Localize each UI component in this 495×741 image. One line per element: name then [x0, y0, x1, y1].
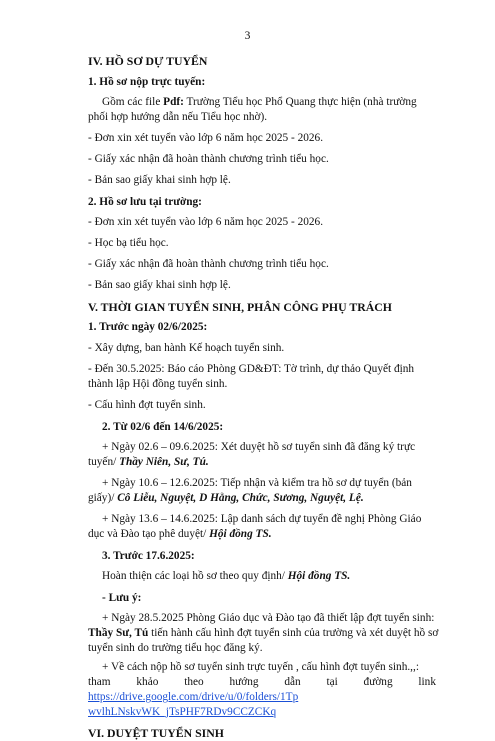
- online-docs-intro-cont: phối hợp hướng dẫn nếu Tiểu học nhờ).: [88, 111, 268, 123]
- note-2-word: tham: [88, 676, 111, 688]
- note-2-word: dẫn: [284, 676, 301, 688]
- range-p2-names: Cô Liễu, Nguyệt, D Hằng, Chức, Sương, Nguyệt, Lệ.: [117, 492, 364, 504]
- note-1-names: Thầy Sư, Tú: [88, 627, 149, 639]
- range-p1-cont: [88, 455, 436, 470]
- note-2-word: hướng: [229, 676, 259, 688]
- drive-link-line: [88, 705, 436, 720]
- section-4-title: IV. HỒ SƠ DỰ TUYỂN: [88, 54, 208, 68]
- online-doc-item: - Bản sao giấy khai sinh hợp lệ.: [88, 174, 231, 186]
- online-docs-intro: [88, 95, 436, 110]
- range-p3-prefix: dục và Đào tạo phê duyệt/: [88, 528, 210, 540]
- range-p2-cont: [88, 491, 436, 506]
- range-p3-cont: [88, 527, 436, 542]
- intro-prefix: Gồm các file: [102, 96, 164, 108]
- note-2-cont: [88, 675, 436, 690]
- note-2-word: khảo: [136, 676, 159, 688]
- before-1706-title: 3. Trước 17.6.2025:: [102, 550, 195, 562]
- online-docs-title: 1. Hồ sơ nộp trực tuyến:: [88, 76, 206, 88]
- range-p1-names: Thầy Niên, Sư, Tú.: [119, 456, 209, 468]
- range-p2: + Ngày 10.6 – 12.6.2025: Tiếp nhận và kiểm tra hồ sơ dự tuyển (bản: [102, 477, 412, 489]
- before-item: - Xây dựng, ban hành Kế hoạch tuyển sinh.: [88, 342, 285, 354]
- school-docs-title: 2. Hồ sơ lưu tại trường:: [88, 196, 202, 208]
- note-2: + Về cách nộp hồ sơ tuyển sinh trực tuyến , cấu hình đợt tuyển sinh.,,:: [102, 661, 419, 673]
- range-p1: + Ngày 02.6 – 09.6.2025: Xét duyệt hồ sơ tuyển sinh đã đăng ký trực: [102, 441, 416, 453]
- note-2-word: link: [418, 676, 436, 688]
- school-doc-item: - Học bạ tiểu học.: [88, 237, 169, 249]
- drive-link-line: [88, 690, 436, 705]
- intro-rest: Trường Tiểu học Phổ Quang thực hiện (nhà trường: [183, 96, 417, 108]
- drive-link-cont[interactable]: wvlhLNskvWK_jTsPHF7RDv9CCZCKq: [88, 706, 277, 718]
- section-5-title: V. THỜI GIAN TUYỂN SINH, PHÂN CÔNG PHỤ TRÁCH: [88, 300, 392, 314]
- online-doc-item: - Đơn xin xét tuyển vào lớp 6 năm học 2025 - 2026.: [88, 132, 324, 144]
- range-p1-prefix: tuyến/: [88, 456, 120, 468]
- note-2-word: đường: [363, 676, 393, 688]
- note-2-word: tại: [326, 676, 338, 688]
- drive-link[interactable]: https://drive.google.com/drive/u/0/folders/1Tp: [88, 691, 299, 703]
- before-item: - Cấu hình đợt tuyển sinh.: [88, 399, 206, 411]
- note-2-word: theo: [184, 676, 204, 688]
- online-doc-item: - Giấy xác nhận đã hoàn thành chương trình tiểu học.: [88, 153, 329, 165]
- before-0206-title: 1. Trước ngày 02/6/2025:: [88, 321, 208, 333]
- page-number: 3: [244, 30, 251, 42]
- document-body: [88, 54, 439, 741]
- before-1706-prefix: Hoàn thiện các loại hồ sơ theo quy định/: [102, 570, 288, 582]
- range-p2-prefix: giấy)/: [88, 492, 118, 504]
- note-1-end: tuyển sinh do trường tiểu học đăng ký.: [88, 642, 263, 654]
- range-p3: + Ngày 13.6 – 14.6.2025: Lập danh sách dự tuyển đề nghị Phòng Giáo: [102, 513, 422, 525]
- school-doc-item: - Giấy xác nhận đã hoàn thành chương trình tiểu học.: [88, 258, 329, 270]
- before-1706-names: Hội đồng TS.: [287, 570, 351, 582]
- note-1-cont: [88, 626, 439, 641]
- before-item: - Đến 30.5.2025: Báo cáo Phòng GD&ĐT: Tờ trình, dự thảo Quyết định: [88, 363, 415, 375]
- range-p3-names: Hội đồng TS.: [209, 528, 272, 540]
- note-1-rest: tiến hành cấu hình đợt tuyển sinh của trường và xét duyệt hồ sơ: [148, 627, 439, 639]
- before-1706-text: [88, 569, 436, 584]
- notes-title: - Lưu ý:: [102, 592, 142, 604]
- range-title: 2. Từ 02/6 đến 14/6/2025:: [102, 421, 224, 433]
- school-doc-item: - Bản sao giấy khai sinh hợp lệ.: [88, 279, 231, 291]
- section-6-title: VI. DUYỆT TUYỂN SINH: [88, 726, 224, 740]
- note-1: + Ngày 28.5.2025 Phòng Giáo dục và Đào tạo đã thiết lập đợt tuyển sinh:: [102, 612, 435, 624]
- before-item-cont: thành lập Hội đồng tuyển sinh.: [88, 378, 228, 390]
- intro-pdf: Pdf:: [163, 96, 184, 108]
- school-doc-item: - Đơn xin xét tuyển vào lớp 6 năm học 2025 - 2026.: [88, 216, 324, 228]
